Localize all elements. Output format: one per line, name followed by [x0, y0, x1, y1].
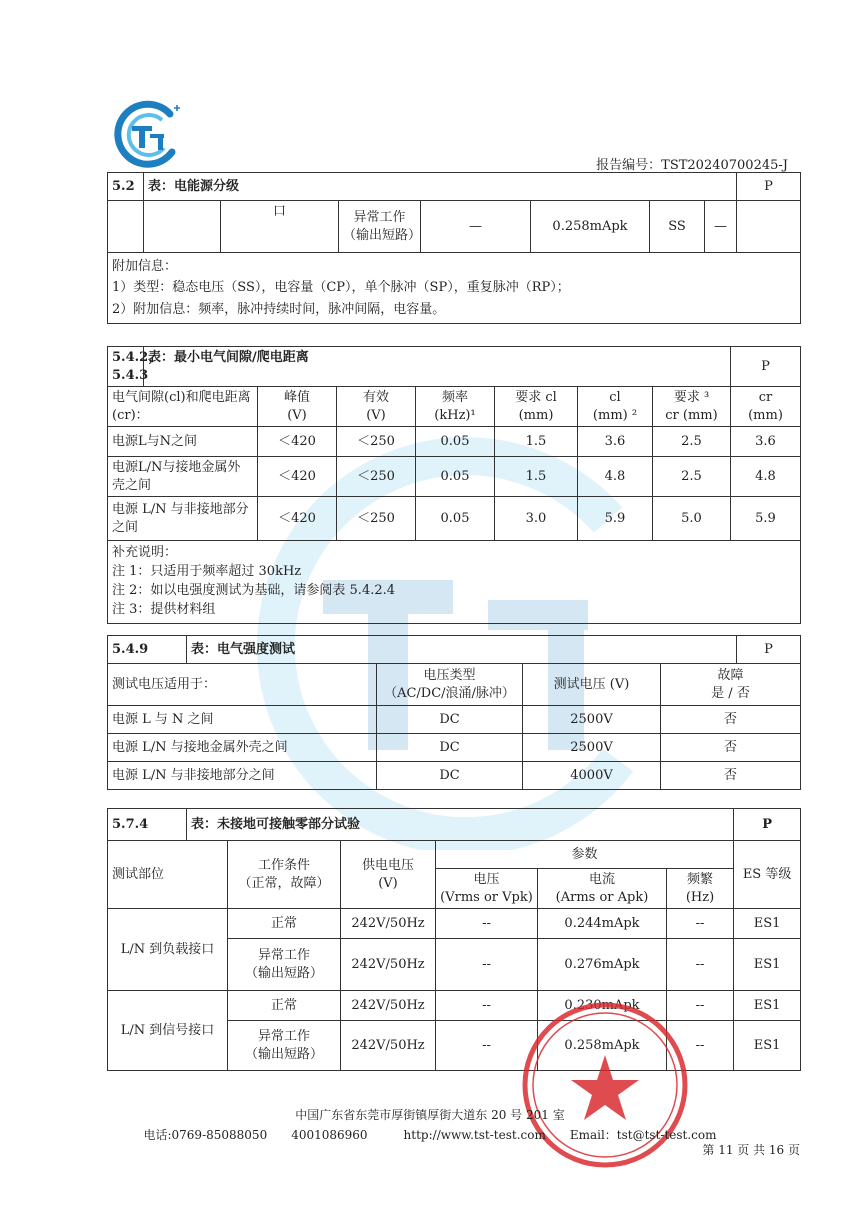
cell: --: [667, 909, 734, 939]
row-label: 电源L与N之间: [108, 427, 258, 457]
table-title: 表：最小电气间隙/爬电距离: [144, 347, 731, 387]
col-header: 供电电压 (V): [341, 841, 436, 909]
cell: 1.5: [495, 427, 578, 457]
cell: 否: [661, 734, 801, 762]
note-line: 注 1：只适用于频率超过 30kHz: [112, 564, 302, 580]
table-5-7-4: [107, 808, 801, 1071]
verdict: P: [734, 809, 801, 841]
cell: 5.0: [653, 497, 731, 541]
notes: [108, 541, 801, 623]
cell: ES1: [734, 991, 801, 1021]
table-5-4-9: [107, 635, 801, 790]
cell: ＜420: [258, 497, 337, 541]
cell: 0.276mApk: [538, 939, 667, 991]
tst-logo: [112, 100, 182, 170]
table-title: 表：未接地可接触零部分试验: [187, 809, 734, 841]
note-line: 2）附加信息：频率，脉冲持续时间，脉冲间隔，电容量。: [112, 301, 446, 317]
cell: 3.0: [495, 497, 578, 541]
row-label: 电源L/N与接地金属外壳之间: [108, 457, 258, 497]
table-row: [108, 991, 801, 1021]
table-row: [108, 734, 801, 762]
row-label: 电源 L/N 与非接地部分之间: [108, 762, 377, 790]
clause-number: 5.4.9: [108, 636, 187, 664]
cell: 242V/50Hz: [341, 991, 436, 1021]
voltage-cell: —: [421, 201, 531, 253]
clause-number: 5.4.2， 5.4.3: [108, 347, 144, 387]
cell: DC: [377, 706, 523, 734]
cell: --: [436, 1021, 538, 1071]
cell: 异常工作 （输出短路）: [228, 1021, 341, 1071]
report-number: 报告编号：TST20240700245-J: [596, 158, 788, 173]
table-row: [108, 909, 801, 939]
col-header: 电压类型 （AC/DC/浪涌/脉冲）: [377, 664, 523, 706]
col-header: 峰值 (V): [258, 387, 337, 427]
cell: 4.8: [731, 457, 801, 497]
cell: 0.230mApk: [538, 991, 667, 1021]
cell: 1.5: [495, 457, 578, 497]
col-header: 故障 是 / 否: [661, 664, 801, 706]
cell: 5.9: [731, 497, 801, 541]
cell: DC: [377, 762, 523, 790]
table-cell: 口: [221, 201, 339, 253]
col-header: cl (mm) ²: [578, 387, 653, 427]
cell: ＜420: [258, 427, 337, 457]
note-line: 注 2：如以电强度测试为基础，请参阅表 5.4.2.4: [112, 582, 396, 598]
cell: 0.05: [416, 497, 495, 541]
col-header: 电气间隙(cl)和爬电距离(cr)：: [108, 387, 258, 427]
cell: ES1: [734, 1021, 801, 1071]
cell: ES1: [734, 909, 801, 939]
verdict: P: [737, 636, 801, 664]
cell: --: [436, 909, 538, 939]
footer-contact: 电话:0769-85088050 4001086960 http://www.tst-test.com Email：tst@tst-test.com: [143, 1128, 717, 1142]
col-header: cr (mm): [731, 387, 801, 427]
row-label: 电源 L 与 N 之间: [108, 706, 377, 734]
cell: 否: [661, 706, 801, 734]
cell: --: [667, 939, 734, 991]
verdict: P: [731, 347, 801, 387]
cell: 异常工作 （输出短路）: [228, 939, 341, 991]
col-header: 参数: [436, 841, 734, 869]
current-cell: 0.258mApk: [531, 201, 650, 253]
condition-cell: 异常工作 （输出短路）: [339, 201, 421, 253]
table-5-2: [107, 172, 801, 324]
clause-number: 5.2: [108, 173, 144, 201]
cell: DC: [377, 734, 523, 762]
cell: ＜250: [337, 427, 416, 457]
table-title: 表：电能源分级: [144, 173, 737, 201]
row-label: L/N 到信号接口: [108, 991, 228, 1071]
note-line: 补充说明：: [112, 545, 178, 561]
cell: --: [436, 939, 538, 991]
table-title: 表：电气强度测试: [187, 636, 737, 664]
col-header: 频率 (kHz)¹: [416, 387, 495, 427]
cell: 4.8: [578, 457, 653, 497]
table-row: [108, 427, 801, 457]
cell: --: [436, 991, 538, 1021]
type-cell: SS: [650, 201, 705, 253]
cell: 3.6: [731, 427, 801, 457]
row-label: 电源 L/N 与接地金属外壳之间: [108, 734, 377, 762]
cell: 正常: [228, 909, 341, 939]
col-header: 要求 cl (mm): [495, 387, 578, 427]
col-header: 频繁 (Hz): [667, 869, 734, 909]
footer-address: 中国广东省东莞市厚街镇厚街大道东 20 号 201 室: [295, 1108, 565, 1122]
col-header: 电压 (Vrms or Vpk): [436, 869, 538, 909]
cell: 2500V: [523, 706, 661, 734]
cell: 0.05: [416, 427, 495, 457]
row-label: L/N 到负载接口: [108, 909, 228, 991]
cell: 3.6: [578, 427, 653, 457]
cell: 否: [661, 762, 801, 790]
cell: ES1: [734, 939, 801, 991]
col-header: 有效 (V): [337, 387, 416, 427]
table-5-4-2: [107, 346, 801, 624]
cell: 正常: [228, 991, 341, 1021]
cell: 2.5: [653, 427, 731, 457]
cell: ＜250: [337, 457, 416, 497]
cell: 4000V: [523, 762, 661, 790]
note-line: 1）类型：稳态电压（SS），电容量（CP），单个脉冲（SP），重复脉冲（RP）；: [112, 280, 570, 296]
extra-cell: —: [705, 201, 737, 253]
col-header: ES 等级: [734, 841, 801, 909]
cell: 0.258mApk: [538, 1021, 667, 1071]
table-row: [108, 497, 801, 541]
note-line: 注 3：提供材料组: [112, 601, 216, 617]
table-row: [108, 706, 801, 734]
col-header: 测试电压适用于：: [108, 664, 377, 706]
col-header: 工作条件 （正常，故障）: [228, 841, 341, 909]
table-row: [108, 762, 801, 790]
cell: --: [667, 991, 734, 1021]
col-header: 测试部位: [108, 841, 228, 909]
page-number: 第 11 页 共 16 页: [702, 1143, 800, 1157]
cell: 5.9: [578, 497, 653, 541]
notes: [108, 253, 801, 324]
row-label: 电源 L/N 与非接地部分之间: [108, 497, 258, 541]
cell: 0.05: [416, 457, 495, 497]
cell: 2500V: [523, 734, 661, 762]
col-header: 要求 ³ cr (mm): [653, 387, 731, 427]
col-header: 电流 (Arms or Apk): [538, 869, 667, 909]
cell: 2.5: [653, 457, 731, 497]
table-row: [108, 457, 801, 497]
note-line: 附加信息：: [112, 259, 178, 274]
cell: 242V/50Hz: [341, 909, 436, 939]
cell: ＜420: [258, 457, 337, 497]
clause-number: 5.7.4: [108, 809, 187, 841]
verdict: P: [737, 173, 801, 201]
cell: ＜250: [337, 497, 416, 541]
cell: --: [667, 1021, 734, 1071]
cell: 0.244mApk: [538, 909, 667, 939]
cell: 242V/50Hz: [341, 1021, 436, 1071]
col-header: 测试电压 (V): [523, 664, 661, 706]
cell: 242V/50Hz: [341, 939, 436, 991]
